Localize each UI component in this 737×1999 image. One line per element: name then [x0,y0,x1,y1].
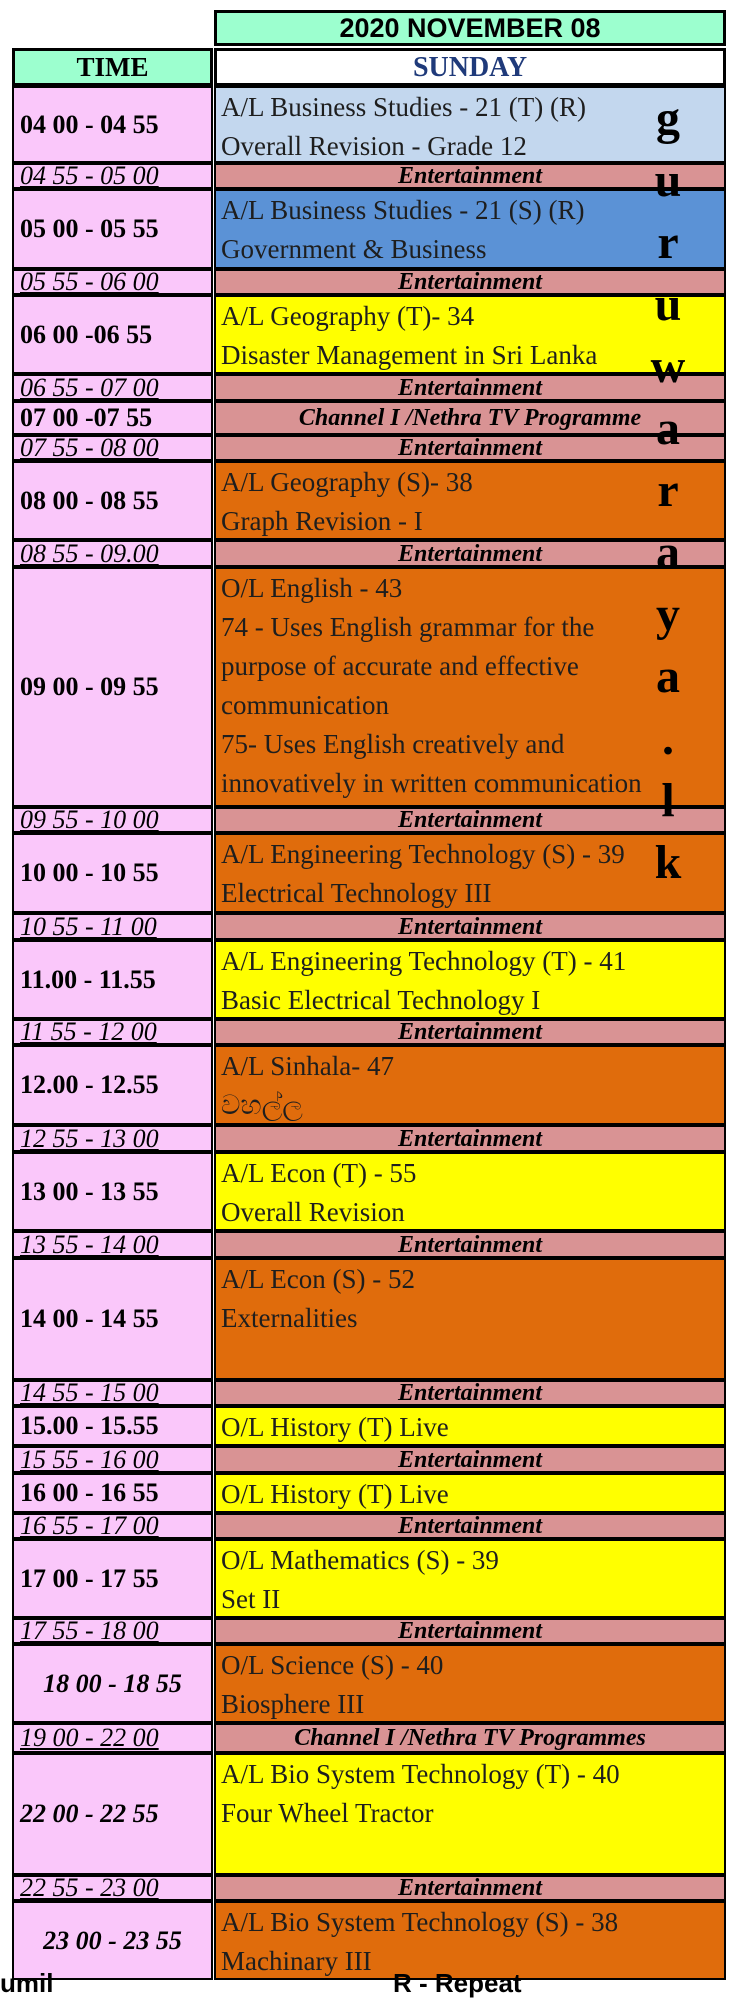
time-slot: 08 00 - 08 55 [12,461,213,540]
programme-line: A/L Geography (T)- 34 [221,301,475,331]
watermark-letter: r [657,216,679,269]
programme-cell [214,1045,726,1125]
entertainment-slot: Entertainment [214,435,726,461]
programme-line: A/L Bio System Technology (T) - 40 [221,1759,620,1789]
time-slot: 10 55 - 11 00 [12,913,213,940]
watermark-letter: u [654,154,682,207]
time-slot: 16 55 - 17 00 [12,1513,213,1539]
date-header: 2020 NOVEMBER 08 [214,10,726,46]
programme-line: innovatively in written communication [221,768,642,798]
time-slot: 12 55 - 13 00 [12,1125,213,1152]
programme-cell [214,940,726,1019]
programme-line: Basic Electrical Technology I [221,985,541,1015]
watermark-letter: u [654,278,682,331]
watermark-letter: r [657,464,679,517]
programme-cell [214,461,726,540]
programme-cell [214,1406,726,1446]
programme-line: A/L Engineering Technology (S) - 39 [221,839,625,869]
programme-cell [214,86,726,163]
entertainment-slot: Entertainment [214,163,726,189]
programme-line: O/L English - 43 [221,573,403,603]
time-slot: 13 00 - 13 55 [12,1152,213,1231]
time-slot: 16 00 - 16 55 [12,1473,213,1513]
footer-legend: R - Repeat [393,1968,522,1998]
time-slot: 23 00 - 23 55 [12,1901,213,1980]
time-slot: 12.00 - 12.55 [12,1045,213,1125]
watermark-letter: k [654,836,682,889]
time-slot: 07 00 -07 55 [12,401,213,435]
time-slot: 22 00 - 22 55 [12,1753,213,1875]
time-slot: 09 55 - 10 00 [12,807,213,833]
entertainment-slot: Entertainment [214,1380,726,1406]
programme-cell [214,189,726,269]
entertainment-slot: Entertainment [214,1513,726,1539]
watermark-letter: a [656,402,680,455]
time-slot: 07 55 - 08 00 [12,435,213,461]
entertainment-slot: Entertainment [214,1125,726,1152]
programme-line: A/L Econ (T) - 55 [221,1158,417,1188]
watermark-letter: a [656,650,680,703]
time-slot: 06 55 - 07 00 [12,374,213,401]
watermark-letter: a [656,526,680,579]
time-slot: 15 55 - 16 00 [12,1446,213,1473]
programme-line: A/L Business Studies - 21 (T) (R) [221,92,586,122]
programme-line: Government & Business [221,234,487,264]
programme-line: Disaster Management in Sri Lanka [221,340,598,370]
watermark-letter: w [650,340,686,393]
entertainment-slot: Entertainment [214,1875,726,1901]
entertainment-slot: Entertainment [214,1019,726,1045]
time-slot: 19 00 - 22 00 [12,1723,213,1753]
watermark-letter: . [662,712,674,765]
time-slot: 17 55 - 18 00 [12,1618,213,1644]
time-slot: 08 55 - 09.00 [12,540,213,567]
day-header: SUNDAY [214,48,726,86]
time-slot: 05 00 - 05 55 [12,189,213,269]
entertainment-slot: Entertainment [214,374,726,401]
programme-line: A/L Engineering Technology (T) - 41 [221,946,627,976]
programme-line: O/L History (T) Live [221,1479,449,1509]
programme-line: Four Wheel Tractor [221,1798,434,1828]
time-slot: 22 55 - 23 00 [12,1875,213,1901]
entertainment-slot: Entertainment [214,807,726,833]
programme-cell [214,295,726,374]
programme-line: Biosphere III [221,1689,365,1719]
programme-cell [214,1753,726,1875]
time-slot: 18 00 - 18 55 [12,1644,213,1723]
programme-cell [214,1539,726,1618]
time-slot: 11.00 - 11.55 [12,940,213,1019]
programme-line: Machinary III [221,1946,372,1976]
programme-line: O/L Science (S) - 40 [221,1650,444,1680]
programme-cell [214,1473,726,1513]
watermark-letter: y [656,588,680,641]
programme-line: 74 - Uses English grammar for the [221,612,595,642]
programme-cell [214,1644,726,1723]
programme-cell [214,1258,726,1380]
programme-line: වහල්ල [221,1090,303,1120]
time-column-header: TIME [12,48,213,86]
programme-line: Graph Revision - I [221,506,423,536]
programme-line: Externalities [221,1303,358,1333]
programme-line: communication [221,690,389,720]
footer-left-text: umil [0,1968,54,1998]
programme-line: A/L Geography (S)- 38 [221,467,473,497]
time-slot: 14 55 - 15 00 [12,1380,213,1406]
programme-line: A/L Econ (S) - 52 [221,1264,415,1294]
time-slot: 14 00 - 14 55 [12,1258,213,1380]
programme-line: purpose of accurate and effective [221,651,579,681]
programme-line: A/L Bio System Technology (S) - 38 [221,1907,619,1937]
programme-line: 75- Uses English creatively and [221,729,565,759]
programme-line: Overall Revision [221,1197,405,1227]
time-slot: 10 00 - 10 55 [12,833,213,913]
time-slot: 09 00 - 09 55 [12,567,213,807]
time-slot: 06 00 -06 55 [12,295,213,374]
channel-programme-slot: Channel I /Nethra TV Programmes [214,1723,726,1753]
time-slot: 04 55 - 05 00 [12,163,213,189]
programme-cell [214,833,726,913]
programme-line: Overall Revision - Grade 12 [221,131,527,161]
time-slot: 17 00 - 17 55 [12,1539,213,1618]
programme-line: O/L Mathematics (S) - 39 [221,1545,499,1575]
programme-line: Electrical Technology III [221,878,492,908]
programme-cell [214,1152,726,1231]
programme-line: A/L Business Studies - 21 (S) (R) [221,195,585,225]
watermark-letter: l [661,774,675,827]
programme-line: A/L Sinhala- 47 [221,1051,394,1081]
time-slot: 11 55 - 12 00 [12,1019,213,1045]
entertainment-slot: Entertainment [214,269,726,295]
time-slot: 13 55 - 14 00 [12,1231,213,1258]
entertainment-slot: Entertainment [214,1231,726,1258]
programme-line: O/L History (T) Live [221,1412,449,1442]
programme-line: Set II [221,1584,281,1614]
entertainment-slot: Entertainment [214,540,726,567]
entertainment-slot: Entertainment [214,1446,726,1473]
time-slot: 05 55 - 06 00 [12,269,213,295]
time-slot: 15.00 - 15.55 [12,1406,213,1446]
entertainment-slot: Entertainment [214,1618,726,1644]
programme-cell [214,567,726,807]
channel-programme-slot: Channel I /Nethra TV Programme [214,401,726,435]
entertainment-slot: Entertainment [214,913,726,940]
watermark-letter: g [656,92,680,145]
time-slot: 04 00 - 04 55 [12,86,213,163]
